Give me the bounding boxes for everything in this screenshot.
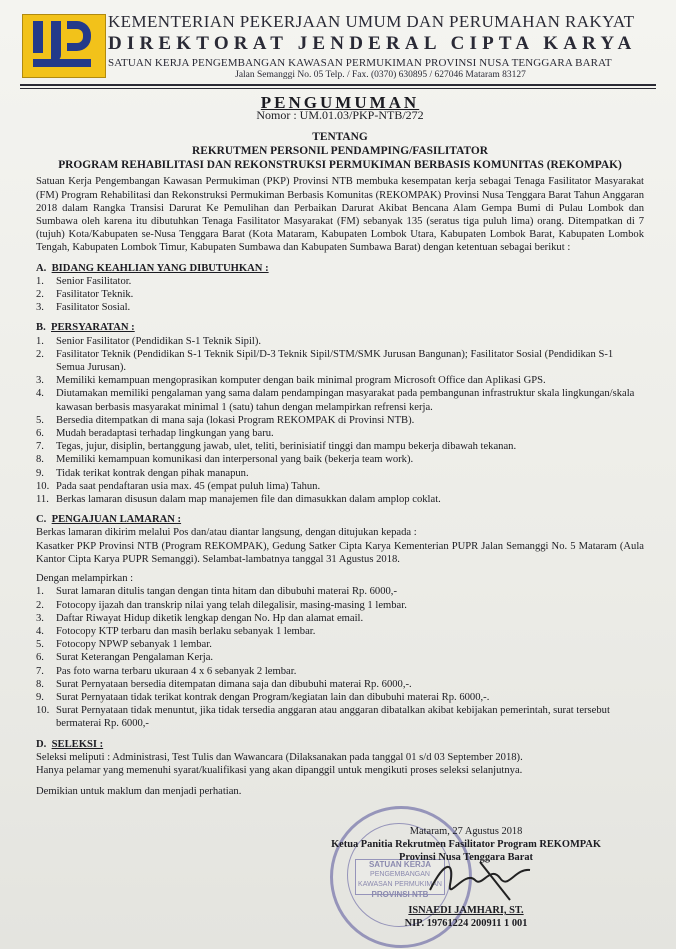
pupr-logo bbox=[22, 14, 106, 78]
stamp-line-2: PENGEMBANGAN KAWASAN PERMUKIMAN bbox=[358, 871, 442, 888]
list-item: 7. Pas foto warna terbaru ukuraan 4 x 6 sebanyak 2 lembar. bbox=[36, 665, 297, 677]
list-item: 3. Daftar Riwayat Hidup diketik lengkap dengan No. Hp dan alamat email. bbox=[36, 612, 364, 624]
list-item: 5. Bersedia ditempatkan di mana saja (lokasi Program REKOMPAK di Provinsi NTB). bbox=[36, 414, 415, 426]
list-item: 10. Surat Pernyataan tidak menuntut, jika tidak tersedia anggaran atau anggaran dibatalkan akibat kebijakan pemerintah, surat tersebut bermaterai Rp. 6000,- bbox=[36, 705, 610, 730]
document-title: PENGUMUMAN bbox=[260, 93, 420, 112]
list-item: 3. Fasilitator Sosial. bbox=[36, 302, 131, 314]
announcement-body bbox=[36, 94, 644, 798]
list-item: 8. Memiliki kemampuan komunikasi dan interpersonal yang baik (bekerja team work). bbox=[36, 454, 414, 466]
ministry-name: KEMENTERIAN PEKERJAAN UMUM DAN PERUMAHAN RAKYAT bbox=[108, 12, 635, 31]
section-a-heading: A. BIDANG KEAHLIAN YANG DIBUTUHKAN : bbox=[36, 262, 269, 274]
attachments-list bbox=[36, 585, 644, 730]
closing-statement: Demikian untuk maklum dan menjadi perhatian. bbox=[36, 786, 242, 798]
tentang-label: TENTANG bbox=[312, 131, 368, 144]
section-d-heading: D. SELEKSI : bbox=[36, 738, 104, 750]
address-line: Jalan Semanggi No. 05 Telp. / Fax. (0370) 630895 / 627046 Mataram 83127 bbox=[235, 70, 526, 80]
list-item: 6. Mudah beradaptasi terhadap lingkungan yang baru. bbox=[36, 428, 274, 440]
intro-paragraph: Satuan Kerja Pengembangan Kawasan Permukiman (PKP) Provinsi NTB membuka kesempatan kerja sebagai Tenaga Fasilitator Masyarakat (FM) Program Rehabilitasi dan Rekonstruksi Permukiman Berbasis Komunitas (REKOMPAK) Provinsi Nusa Tenggara Barat Tahun Anggaran 2018 dalam Rangka Transisi Darurat Ke Pemulihan dan Perbaikan Darurat Akibat Bencana Alam Gempa Bumi di Pulau Lombok dan Sumbawa oleh karena itu dibutuhkan Tenaga Fasilitator Masyarakat (FM) sebanyak 135 (seratus tiga puluh lima) orang. Ditempatkan di 7 (tujuh) Kota/Kabupaten se-Nusa Tenggara Barat (Kota Mataram, Kabupaten Lombok Utara, Kabupaten Lombok Barat, Kabupaten Lombok Tengah, Kabupaten Lombok Timur, Kabupaten Sumbawa dan Kabupaten Sumbawa Barat) dengan ketentuan sebagai berikut : bbox=[36, 176, 644, 254]
section-b-heading: B. PERSYARATAN : bbox=[36, 322, 135, 334]
list-item: 9. Surat Pernyataan tidak terikat kontrak dengan Program/kegiatan lain dan dibubuhi materai Rp. 6000,-. bbox=[36, 691, 490, 703]
attachments-intro: Dengan melampirkan : bbox=[36, 573, 134, 585]
list-item: 2. Fasilitator Teknik (Pendidikan S-1 Teknik Sipil/D-3 Teknik Sipil/STM/SMK Jurusan Bangunan); Fasilitator Sosial (Pendidikan S-1 Semua Jurusan). bbox=[36, 348, 614, 374]
signature-block bbox=[296, 825, 636, 930]
signer-region: Provinsi Nusa Tenggara Barat bbox=[398, 852, 534, 863]
list-item: 10. Pada saat pendaftaran usia max. 45 (empat puluh lima) Tahun. bbox=[36, 480, 321, 492]
subject-line-1: REKRUTMEN PERSONIL PENDAMPING/FASILITATOR bbox=[192, 145, 488, 158]
expertise-list bbox=[36, 275, 644, 315]
work-unit-name: SATUAN KERJA PENGEMBANGAN KAWASAN PERMUKIMAN PROVINSI NUSA TENGGARA BARAT bbox=[108, 57, 612, 69]
submission-address: Kasatker PKP Provinsi NTB (Program REKOMPAK), Gedung Satker Cipta Karya Kementerian PUPR Jalan Semanggi No. 5 Mataram (Aula Kantor Cipta Karya PUPR Semanggi). Selambat-lambatnya tanggal 31 Agustus 2018. bbox=[36, 540, 644, 565]
place-date: Mataram, 27 Agustus 2018 bbox=[409, 826, 523, 837]
list-item: 5. Fotocopy NPWP sebanyak 1 lembar. bbox=[36, 639, 212, 651]
list-item: 1. Surat lamaran ditulis tangan dengan tinta hitam dan dibubuhi materai Rp. 6000,- bbox=[36, 586, 397, 598]
list-item: 8. Surat Pernyataan bersedia ditempatan dimana saja dan dibubuhi materai Rp. 6000,-. bbox=[36, 678, 412, 690]
stamp-line-3: PROVINSI NTB bbox=[371, 890, 429, 899]
section-c-heading: C. PENGAJUAN LAMARAN : bbox=[36, 514, 182, 526]
stamp-line-1: SATUAN KERJA bbox=[368, 860, 432, 869]
list-item: 4. Fotocopy KTP terbaru dan masih berlaku sebanyak 1 lembar. bbox=[36, 625, 316, 637]
list-item: 1. Senior Fasilitator (Pendidikan S-1 Teknik Sipil). bbox=[36, 335, 262, 347]
selection-note: Hanya pelamar yang memenuhi syarat/kualifikasi yang akan dipanggil untuk mengikuti proses seleksi selanjutnya. bbox=[36, 764, 523, 776]
letterhead-rule-thin bbox=[20, 88, 656, 89]
list-item: 11. Berkas lamaran disusun dalam map manajemen file dan dimasukkan dalam amplop coklat. bbox=[36, 494, 441, 506]
subject-line-2: PROGRAM REHABILITASI DAN REKONSTRUKSI PERMUKIMAN BERBASIS KOMUNITAS (REKOMPAK) bbox=[58, 159, 622, 172]
submission-method: Berkas lamaran dikirim melalui Pos dan/atau diantar langsung, dengan ditujukan kepada : bbox=[36, 527, 417, 539]
list-item: 9. Tidak terikat kontrak dengan pihak manapun. bbox=[36, 467, 249, 479]
requirements-list bbox=[36, 335, 644, 507]
list-item: 2. Fasilitator Teknik. bbox=[36, 289, 134, 301]
list-item: 4. Diutamakan memiliki pengalaman yang sama dalam pendampingan masyarakat pada pembangunan infrastruktur skala lingkungan/skala kawasan berbasis masyarakat minimal 1 (satu) tahun dengan melampirkan refrensi kerja. bbox=[36, 388, 635, 413]
signer-name: ISNAEDI JAMHARI, ST. bbox=[408, 905, 524, 916]
list-item: 6. Surat Keterangan Pengalaman Kerja. bbox=[36, 652, 214, 664]
signer-nip: NIP. 19761224 200911 1 001 bbox=[404, 918, 528, 929]
list-item: 2. Fotocopy ijazah dan transkrip nilai yang telah dilegalisir, masing-masing 1 lembar. bbox=[36, 599, 407, 611]
signer-role: Ketua Panitia Rekrutmen Fasilitator Program REKOMPAK bbox=[331, 839, 601, 850]
directorate-name: DIREKTORAT JENDERAL CIPTA KARYA bbox=[108, 33, 637, 54]
list-item: 1. Senior Fasilitator. bbox=[36, 275, 132, 287]
list-item: 7. Tegas, jujur, disiplin, bertanggung jawab, ulet, teliti, berinisiatif tinggi dan mampu bekerja dibawah tekanan. bbox=[36, 441, 517, 453]
letterhead-rule bbox=[20, 84, 656, 86]
selection-stages: Seleksi meliputi : Administrasi, Test Tulis dan Wawancara (Dilaksanakan pada tanggal 01 s/d 03 September 2018). bbox=[36, 751, 523, 763]
letterhead bbox=[108, 12, 653, 80]
document-number: Nomor : UM.01.03/PKP-NTB/272 bbox=[256, 108, 424, 123]
list-item: 3. Memiliki kemampuan mengoprasikan komputer dengan baik minimal program Microsoft Office dan Aplikasi GPS. bbox=[36, 375, 546, 387]
